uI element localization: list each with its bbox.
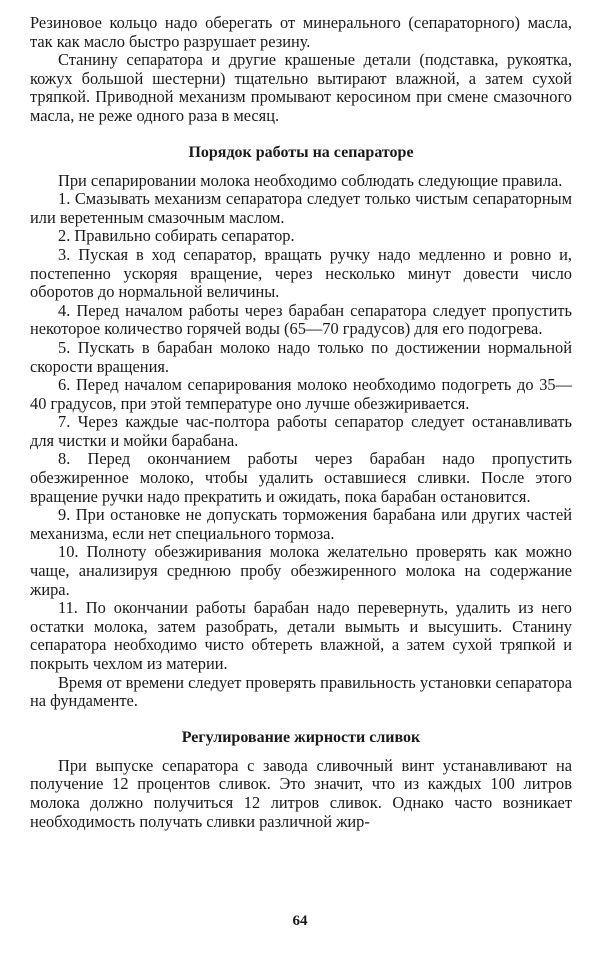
rule-item: 6. Перед началом сепарирования молоко необходимо подогреть до 35—40 градусов, при этой температуре оно лучше обезжиривается.: [30, 375, 572, 413]
intro-paragraph-1: Резиновое кольцо надо оберегать от минерального (сепараторного) масла, так как масло быстро разрушает резину.: [30, 13, 572, 51]
page-number: 64: [292, 913, 308, 929]
rule-item: 11. По окончании работы барабан надо перевернуть, удалить из него остатки молока, затем разобрать, детали вымыть и высушить. Станину сепаратора необходимо чисто обтереть влажной, а затем сухой тряпкой и покрыть чехлом из материи.: [30, 598, 572, 673]
section-closing: Время от времени следует проверять правильность установки сепаратора на фундаменте.: [30, 672, 572, 711]
rule-item: 7. Через каждые час-полтора работы сепаратор следует останавливать для чистки и мойки барабана.: [30, 412, 572, 450]
section-heading-separator-operation: Порядок работы на сепараторе: [188, 143, 414, 161]
rule-item: 8. Перед окончанием работы через барабан надо пропустить обезжиренное молоко, чтобы удалить оставшиеся сливки. После этого вращение ручки надо прекратить и ожидать, пока барабан остановится.: [30, 449, 572, 506]
rule-item: 10. Полноту обезжиривания молока желательно проверять как можно чаще, анализируя среднюю пробу обезжиренного молока на содержание жира.: [30, 542, 572, 599]
page-body: [30, 14, 572, 831]
rule-item: 2. Правильно собирать сепаратор.: [58, 226, 295, 246]
rule-item: 1. Смазывать механизм сепаратора следует только чистым сепараторным или веретенным смазочным маслом.: [30, 189, 572, 227]
rule-item: 9. При остановке не допускать торможения барабана или других частей механизма, если нет специального тормоза.: [30, 505, 572, 543]
rule-item: 4. Перед началом работы через барабан сепаратора следует пропустить некоторое количество горячей воды (65—70 градусов) для его подогрева.: [30, 300, 572, 339]
intro-paragraph-2: Станину сепаратора и другие крашеные детали (подставка, рукоятка, кожух большой шестерни) тщательно вытирают влажной, а затем сухой тряпкой. Приводной механизм промывают керосином при смене смазочного масла, не реже одного раза в месяц.: [30, 50, 572, 125]
section2-paragraph: При выпуске сепаратора с завода сливочный винт устанавливают на получение 12 процентов сливок. Это значит, что из каждых 100 литров молока должно получиться 12 литров сливок. Однако часто возникает необходимость получать сливки различной жир-: [30, 755, 572, 831]
rule-item: 3. Пуская в ход сепаратор, вращать ручку надо медленно и ровно и, постепенно ускоряя вращение, через несколько минут довести число оборотов до нормальной величины.: [30, 244, 572, 302]
section-lead: При сепарировании молока необходимо соблюдать следующие правила.: [58, 170, 563, 190]
rule-item: 5. Пускать в барабан молоко надо только по достижении нормальной скорости вращения.: [30, 337, 572, 376]
section-heading-cream-fat-regulation: Регулирование жирности сливок: [181, 728, 421, 746]
